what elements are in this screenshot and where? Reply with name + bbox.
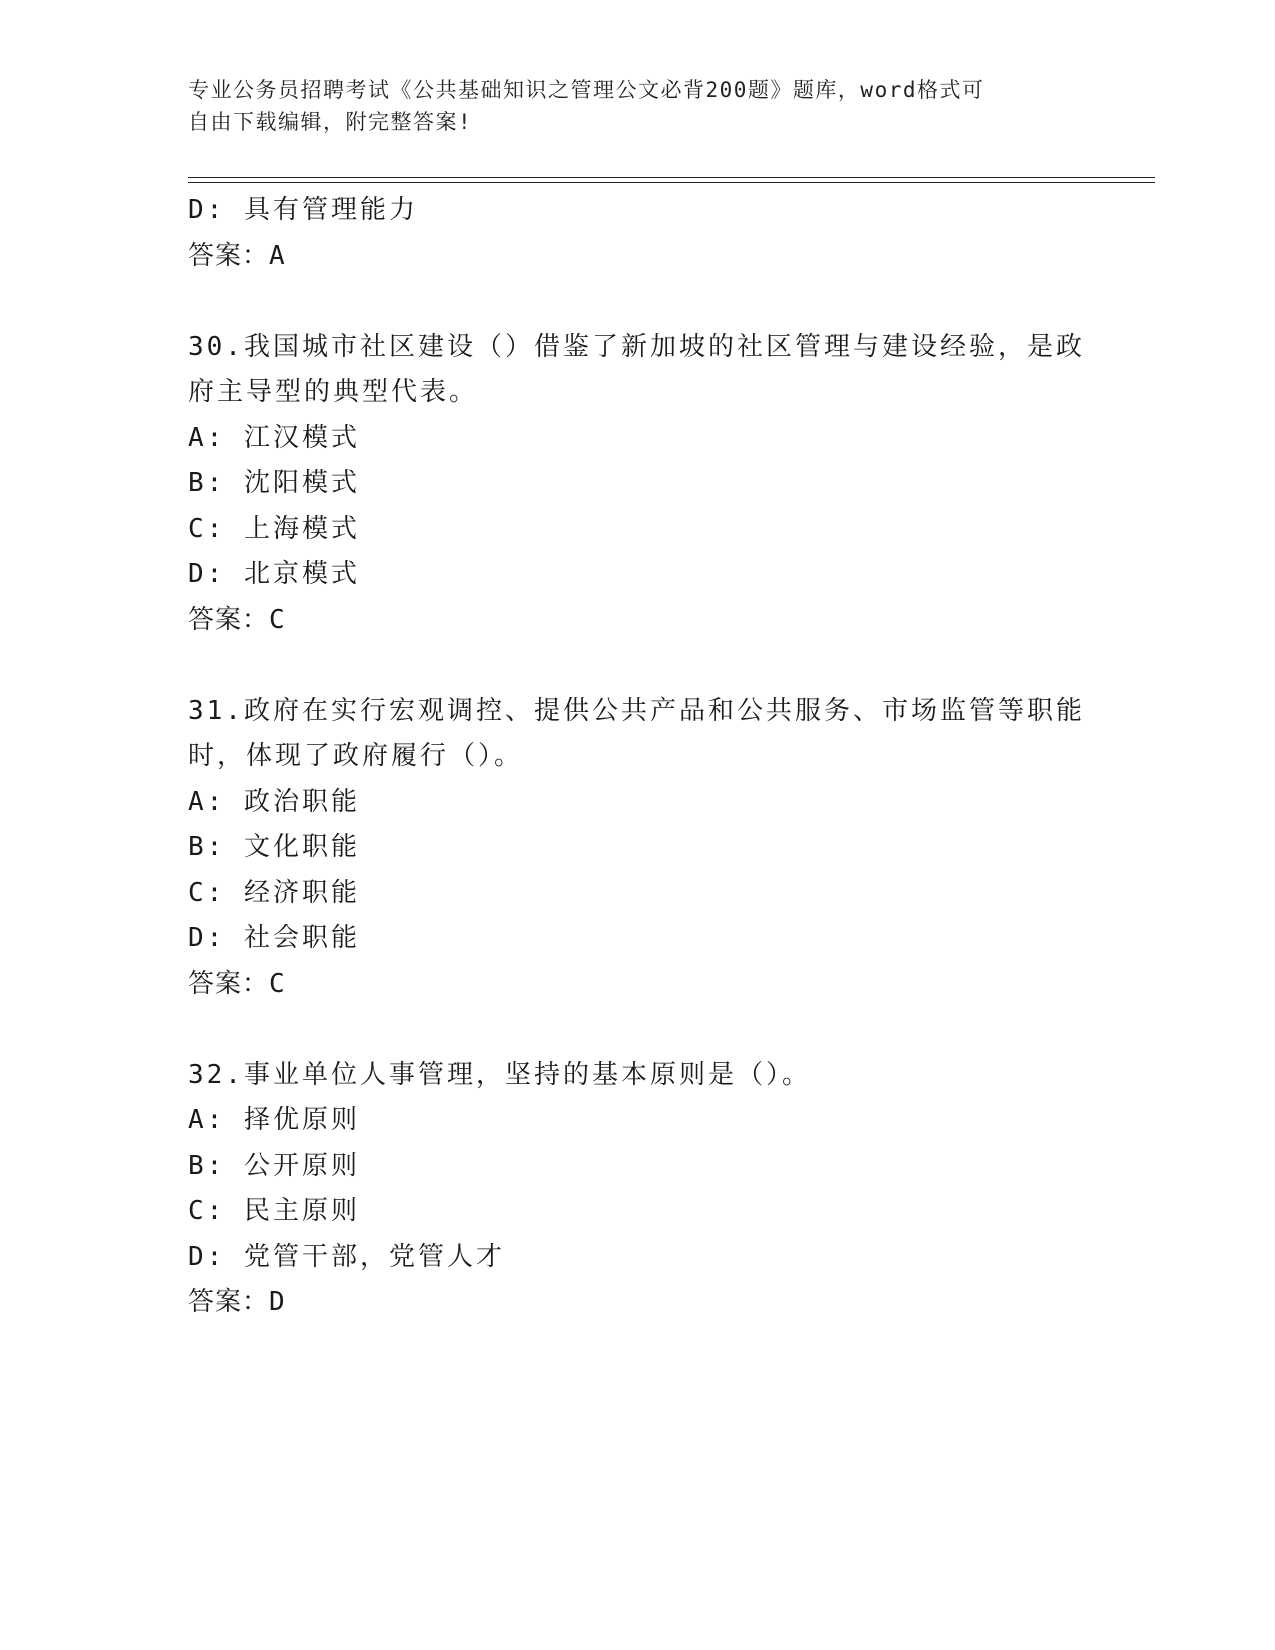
option-a: A: 择优原则 (188, 1105, 360, 1135)
option-d: D: 社会职能 (188, 923, 360, 953)
document-header (188, 74, 1088, 138)
option-c: C: 上海模式 (188, 513, 360, 544)
answer-value: C (269, 968, 286, 999)
answer-value: C (269, 604, 286, 635)
answer-label: 答案： (188, 1287, 270, 1317)
header-line-1: 专业公务员招聘考试《公共基础知识之管理公文必背200题》题库，word格式可 (188, 78, 985, 102)
option-d: D: 北京模式 (188, 559, 360, 589)
question-30 (188, 325, 1088, 644)
header-divider-top (188, 177, 1155, 178)
option-b: B: 文化职能 (188, 832, 360, 862)
question-32 (188, 1053, 1088, 1326)
question-list (188, 188, 1088, 1326)
question-stem-line: 31.政府在实行宏观调控、提供公共产品和公共服务、市场监管等职能 (188, 695, 1085, 726)
option-a: A: 江汉模式 (188, 422, 360, 453)
option-b: B: 公开原则 (188, 1150, 360, 1181)
question-stem-line: 时，体现了政府履行（）。 (188, 741, 524, 771)
answer-line (188, 598, 1088, 644)
question-31 (188, 689, 1088, 1008)
answer-line (188, 962, 1088, 1008)
previous-question-tail (188, 188, 1088, 279)
option-d: D: 具有管理能力 (188, 195, 418, 225)
answer-line (188, 1280, 1088, 1326)
question-stem-line: 府主导型的典型代表。 (188, 377, 479, 407)
question-stem-line: 30.我国城市社区建设（）借鉴了新加坡的社区管理与建设经验，是政 (188, 331, 1085, 362)
answer-label: 答案： (188, 240, 270, 271)
option-c: C: 民主原则 (188, 1196, 360, 1226)
answer-line (188, 234, 1088, 280)
spacer (188, 643, 1088, 689)
header-line-2: 自由下载编辑，附完整答案! (188, 110, 473, 134)
option-b: B: 沈阳模式 (188, 468, 360, 498)
option-a: A: 政治职能 (188, 786, 360, 817)
option-d: D: 党管干部，党管人才 (188, 1241, 505, 1272)
question-stem-line: 32.事业单位人事管理，坚持的基本原则是（）。 (188, 1059, 811, 1090)
spacer (188, 1007, 1088, 1053)
header-divider-bottom (188, 182, 1155, 183)
answer-label: 答案： (188, 604, 270, 635)
option-c: C: 经济职能 (188, 877, 360, 908)
spacer (188, 279, 1088, 325)
answer-value: A (269, 240, 286, 271)
answer-label: 答案： (188, 968, 270, 999)
answer-value: D (269, 1287, 286, 1317)
